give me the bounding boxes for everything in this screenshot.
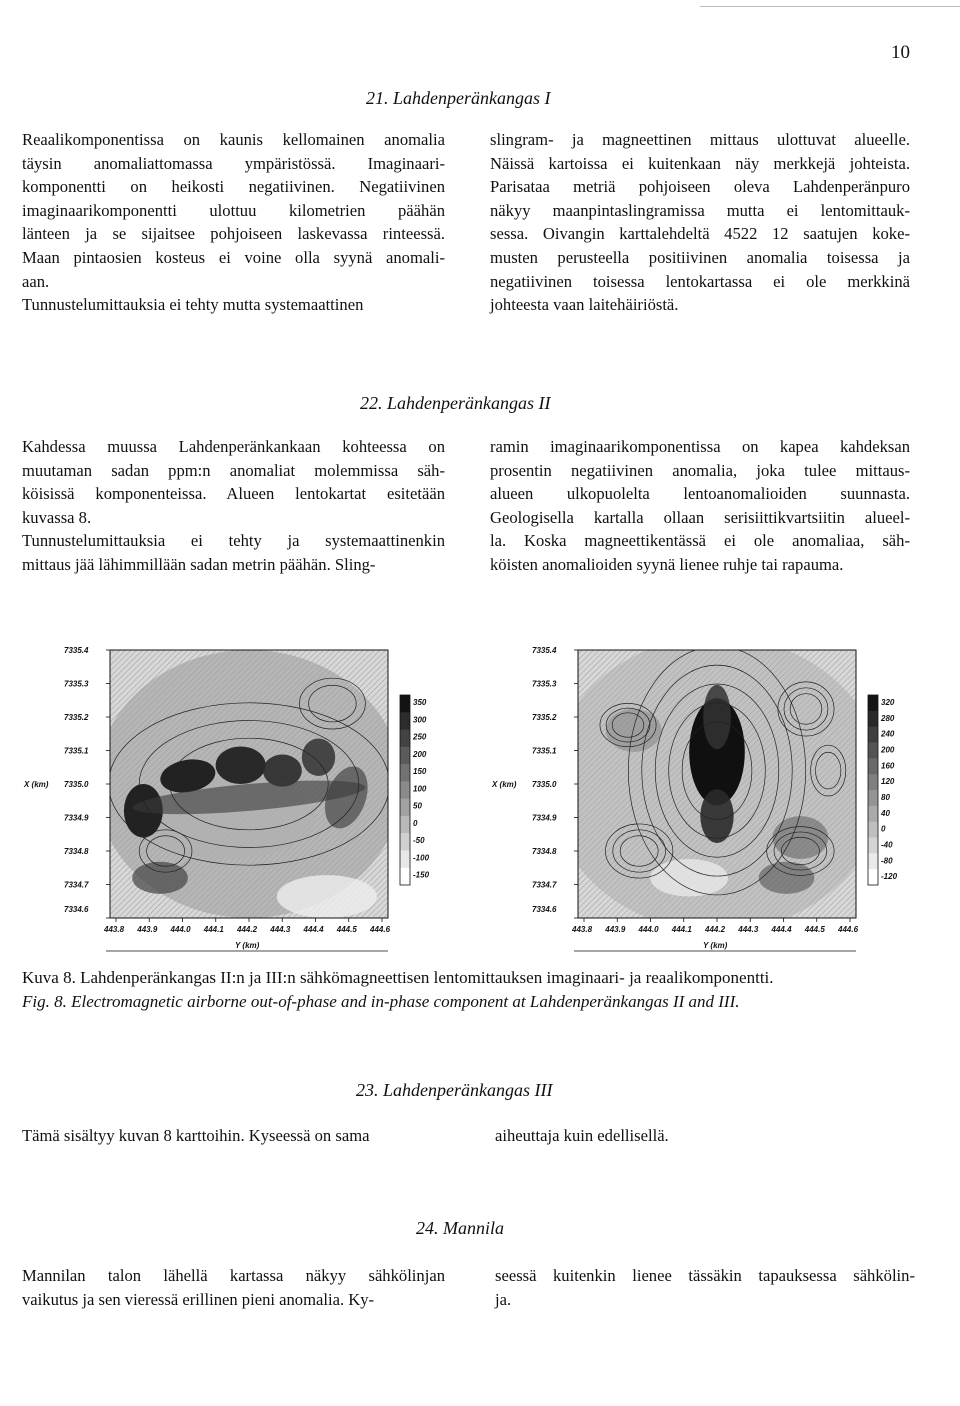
text-line: Geologisella kartalla ollaan serisiittikvartsiitin alueel-: [490, 507, 910, 527]
legend-label: 100: [413, 784, 427, 794]
text-line: Maan pintaosien kosteus ei voine olla syynä anomali-: [22, 247, 445, 267]
y-axis-label: X (km): [492, 780, 517, 789]
x-tick-label: 444.6: [838, 925, 859, 934]
text-line: länteen ja se sijaitsee pohjoiseen laskevassa rinteessä.: [22, 224, 445, 244]
text-line: Parisataa metriä pohjoiseen oleva Lahdenperänpuro: [490, 177, 910, 197]
x-tick-label: 444.4: [771, 925, 792, 934]
anomaly-shading: [700, 789, 733, 843]
legend-swatch: [868, 838, 878, 854]
anomaly-shading: [650, 859, 728, 897]
x-tick-label: 443.9: [137, 925, 158, 934]
legend-swatch: [400, 799, 410, 817]
legend-label: 40: [881, 808, 890, 818]
x-tick-label: 444.0: [170, 925, 191, 934]
legend-label: -50: [413, 836, 425, 846]
legend-label: 350: [413, 698, 427, 707]
text-line: musten perusteella positiivinen anomalia toisessa ja: [490, 247, 910, 267]
section-24-left-column: [22, 1264, 445, 1311]
legend-swatch: [400, 764, 410, 782]
y-tick-label: 7335.2: [64, 713, 89, 722]
y-tick-label: 7335.0: [64, 780, 89, 789]
legend-swatch: [400, 868, 410, 886]
legend-label: 120: [881, 777, 895, 787]
y-tick-label: 7334.8: [532, 847, 557, 856]
text-line: imaginaarikomponentti ulottuu kilometrien päähän: [22, 200, 445, 220]
x-tick-label: 444.3: [270, 925, 291, 934]
anomaly-shading: [759, 862, 815, 894]
y-tick-label: 7335.3: [532, 679, 557, 689]
legend-label: 150: [413, 767, 427, 777]
legend-swatch: [868, 695, 878, 711]
text-line: johteesta vaan laitehäiriöstä.: [490, 295, 679, 315]
y-tick-label: 7334.9: [64, 813, 89, 823]
legend-swatch: [868, 822, 878, 838]
text-line: mittaus jää lähimmillään sadan metrin päähän. Sling-: [22, 554, 376, 574]
section-23-right-column: [495, 1124, 915, 1148]
y-axis-label: X (km): [24, 780, 49, 789]
text-line: la. Koska magneettikentässä ei ole anomaliaa, säh-: [490, 531, 910, 551]
legend-swatch: [400, 712, 410, 730]
x-tick-label: 444.0: [638, 925, 659, 934]
y-tick-label: 7335.2: [532, 713, 557, 722]
legend-swatch: [868, 774, 878, 790]
text-line: Mannilan talon lähellä kartassa näkyy sähkölinjan: [22, 1266, 445, 1285]
text-line: köisissä komponenteissa. Alueen lentokartat esitetään: [22, 484, 445, 504]
y-tick-label: 7335.1: [532, 746, 557, 756]
legend-label: -40: [881, 840, 893, 850]
legend-swatch: [400, 747, 410, 765]
legend-label: -120: [881, 872, 898, 882]
text-line: köisten anomalioiden syynä lienee ruhje tai rapauma.: [490, 554, 844, 574]
text-line: Tunnustelumittauksia ei tehty ja systemaattinenkin: [22, 531, 445, 551]
text-line: alueen ulkopuolelta lentoanomalioiden suunnasta.: [490, 484, 910, 504]
text-line: Tämä sisältyy kuvan 8 karttoihin. Kyseessä on sama: [22, 1126, 370, 1145]
y-tick-label: 7334.6: [532, 905, 557, 914]
text-line: Kahdessa muussa Lahdenperänkankaan kohteessa on: [22, 437, 445, 456]
figure-caption-english: Fig. 8. Electromagnetic airborne out-of-phase and in-phase component at Lahdenperänkangas II and III.: [22, 992, 740, 1011]
x-axis-label: Y (km): [703, 941, 728, 950]
section-24-right-column: [495, 1264, 915, 1311]
legend-label: 160: [881, 761, 895, 771]
text-line: negatiivinen toisessa lentokartassa ei ole merkkinä: [490, 271, 910, 291]
section-21-right-column: [490, 128, 910, 317]
section-heading-21: 21. Lahdenperänkangas I: [366, 88, 551, 108]
figure-caption-finnish: Kuva 8. Lahdenperänkangas II:n ja III:n sähkömagneettisen lentomittauksen imaginaari- ja reaalikomponentti.: [22, 968, 774, 987]
x-tick-label: 444.1: [671, 925, 692, 934]
text-line: näkyy maanpintaslingramissa mutta ei lentomittauk-: [490, 200, 910, 220]
anomaly-shading: [703, 685, 731, 749]
text-line: ja.: [495, 1289, 512, 1309]
x-tick-label: 443.8: [572, 925, 593, 934]
top-rule: [700, 6, 960, 7]
page-number: 10: [891, 42, 910, 63]
legend-label: 200: [413, 749, 427, 759]
text-line: ramin imaginaarikomponentissa on kapea kahdeksan: [490, 437, 910, 456]
legend-swatch: [400, 730, 410, 748]
legend-swatch: [400, 816, 410, 834]
y-tick-label: 7335.4: [64, 646, 89, 655]
x-tick-label: 444.5: [804, 925, 825, 934]
text-line: Näissä kartoissa ei kuitenkaan näy merkkejä johteista.: [490, 153, 910, 173]
legend-label: -80: [881, 856, 893, 866]
legend-swatch: [868, 853, 878, 869]
legend-swatch: [868, 727, 878, 743]
text-line: slingram- ja magneettinen mittaus ulottuvat alueelle.: [490, 130, 910, 149]
section-21-left-column: [22, 128, 445, 317]
legend-label: 0: [413, 818, 418, 828]
x-tick-label: 444.1: [203, 925, 224, 934]
legend-swatch: [400, 695, 410, 713]
legend-label: -150: [413, 870, 430, 880]
text-line: vaikutus ja sen vieressä erillinen pieni anomalia. Ky-: [22, 1289, 375, 1309]
anomaly-shading: [302, 738, 335, 776]
legend-swatch: [400, 781, 410, 799]
text-line: Tunnustelumittauksia ei tehty mutta systemaattinen: [22, 295, 364, 315]
text-line: prosentin negatiivinen anomalia, joka tulee mittaus-: [490, 460, 910, 480]
legend-label: 240: [881, 729, 895, 739]
y-tick-label: 7334.7: [64, 880, 89, 890]
y-tick-label: 7335.1: [64, 746, 89, 756]
legend-swatch: [868, 711, 878, 727]
legend-label: 320: [881, 698, 895, 707]
anomaly-shading: [277, 875, 377, 918]
x-tick-label: 443.9: [605, 925, 626, 934]
x-tick-label: 444.2: [237, 925, 258, 934]
x-tick-label: 444.3: [738, 925, 759, 934]
text-line: kuvassa 8.: [22, 507, 92, 527]
legend-swatch: [400, 833, 410, 851]
legend-label: 250: [413, 732, 427, 742]
section-22-right-column: [490, 435, 910, 577]
anomaly-shading: [132, 862, 188, 894]
x-tick-label: 444.4: [303, 925, 324, 934]
legend-label: 200: [881, 745, 895, 755]
real-component-map: [490, 640, 910, 965]
section-23-left-column: [22, 1124, 445, 1148]
y-tick-label: 7335.3: [64, 679, 89, 689]
x-tick-label: 444.2: [705, 925, 726, 934]
x-tick-label: 443.8: [104, 925, 125, 934]
y-tick-label: 7334.9: [532, 813, 557, 823]
y-tick-label: 7334.7: [532, 880, 557, 890]
legend-label: 280: [881, 713, 895, 723]
legend-swatch: [868, 869, 878, 885]
text-line: komponentti on heikosti negatiivinen. Negatiivinen: [22, 177, 445, 197]
legend-swatch: [868, 790, 878, 806]
legend-label: 80: [881, 793, 890, 802]
text-line: sessa. Oivangin karttalehdeltä 4522 12 saatujen koke-: [490, 224, 910, 244]
anomaly-shading: [216, 746, 266, 784]
y-tick-label: 7335.0: [532, 780, 557, 789]
legend-label: -100: [413, 853, 430, 863]
legend-swatch: [868, 806, 878, 822]
legend-label: 300: [413, 715, 427, 725]
text-line: aiheuttaja kuin edellisellä.: [495, 1126, 669, 1145]
section-heading-24: 24. Mannila: [416, 1218, 504, 1238]
text-line: täysin anomaliattomassa ympäristössä. Imaginaari-: [22, 153, 445, 173]
section-heading-23: 23. Lahdenperänkangas III: [356, 1080, 553, 1100]
imaginary-component-map: [22, 640, 442, 965]
text-line: Reaalikomponentissa on kaunis kellomainen anomalia: [22, 130, 445, 149]
section-heading-22: 22. Lahdenperänkangas II: [360, 393, 551, 413]
x-tick-label: 444.5: [336, 925, 357, 934]
y-tick-label: 7334.6: [64, 905, 89, 914]
legend-swatch: [868, 743, 878, 759]
section-22-left-column: [22, 435, 445, 577]
text-line: seessä kuitenkin lienee tässäkin tapauksessa sähkölin-: [495, 1266, 915, 1285]
text-line: muutaman sadan ppm:n anomaliat molemmissa säh-: [22, 460, 445, 480]
x-tick-label: 444.6: [370, 925, 391, 934]
legend-label: 50: [413, 801, 422, 811]
text-line: aan.: [22, 271, 50, 291]
legend-label: 0: [881, 824, 886, 834]
y-tick-label: 7334.8: [64, 847, 89, 856]
x-axis-label: Y (km): [235, 941, 260, 950]
legend-swatch: [868, 758, 878, 774]
y-tick-label: 7335.4: [532, 646, 557, 655]
legend-swatch: [400, 850, 410, 868]
